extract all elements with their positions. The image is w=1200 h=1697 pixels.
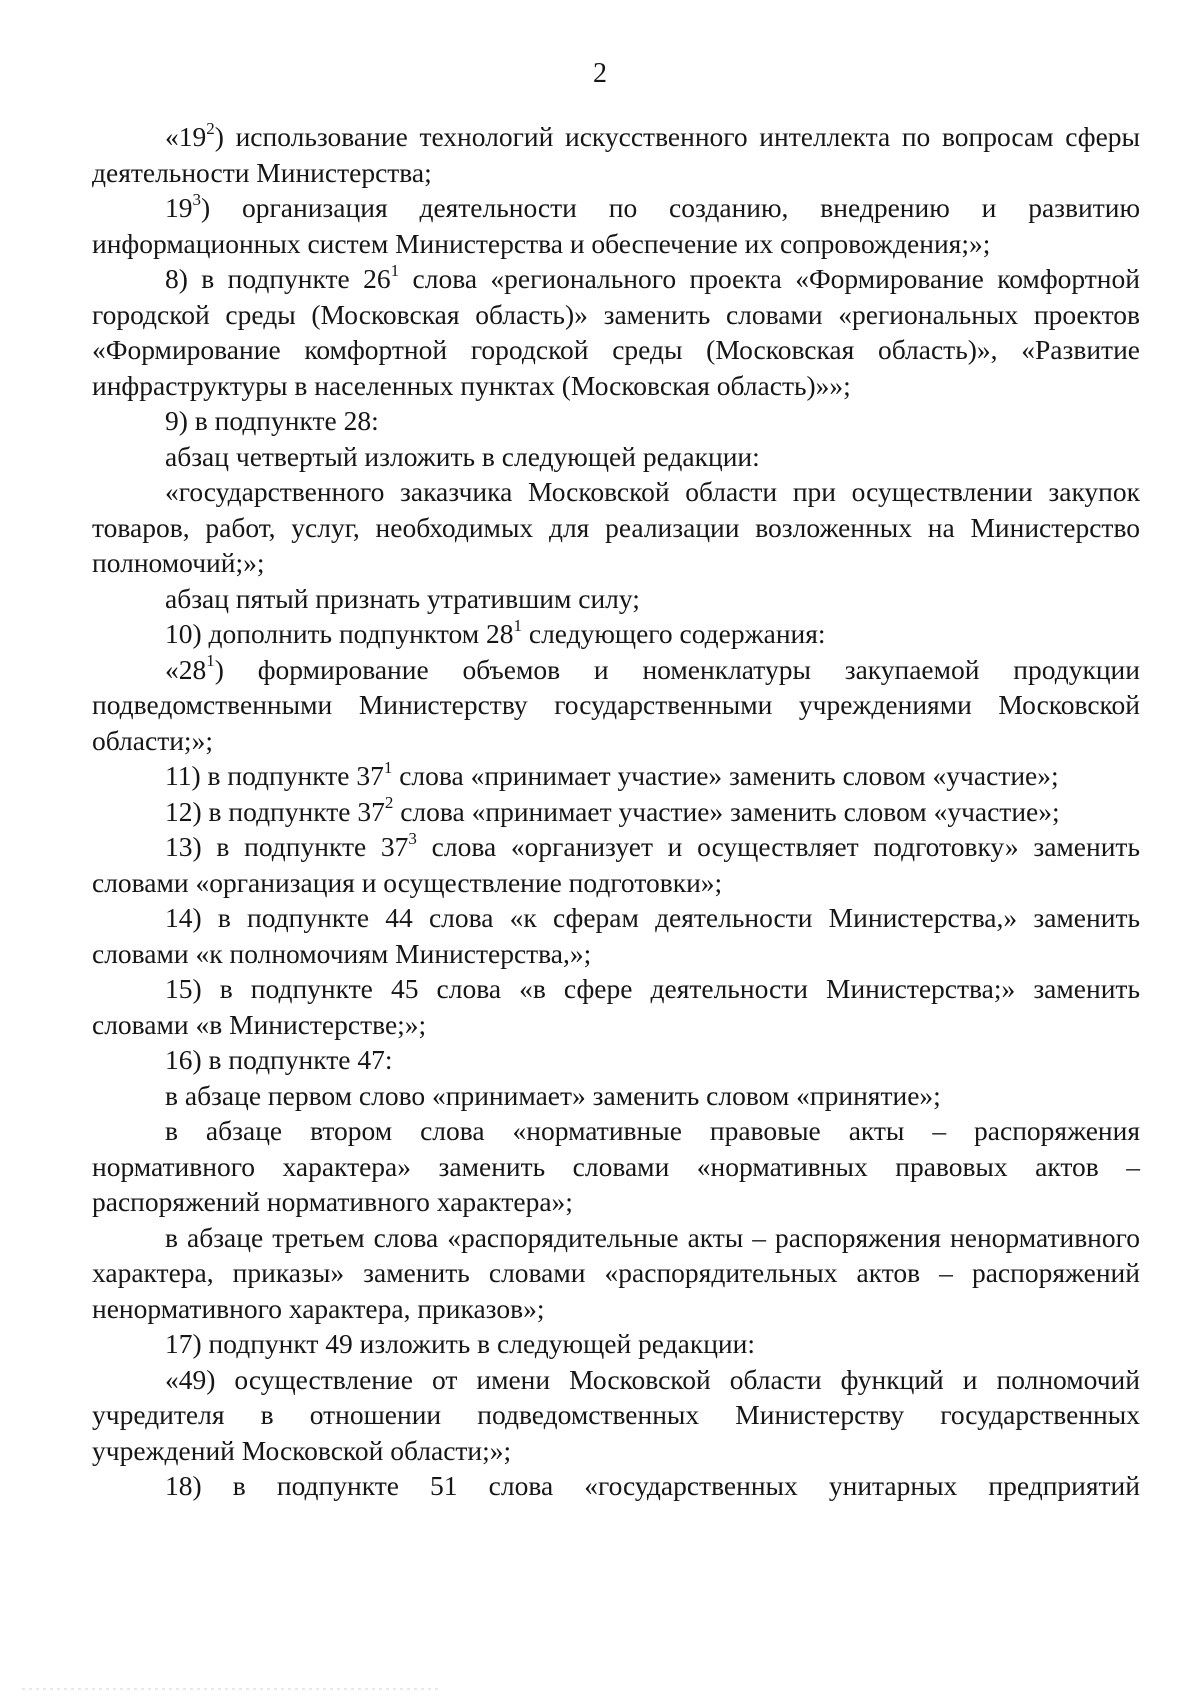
paragraph: 10) дополнить подпунктом $28^1$ следующего содержания: xyxy=(165,615,826,649)
page-number: 2 xyxy=(593,58,607,89)
paragraph: в абзаце втором слова «нормативные правовые акты – распоряжения нормативного характера» заменить словами «нормативных правовых актов – распоряжений нормативного характера»; xyxy=(92,1115,1140,1217)
paragraph: $19^3$) организация деятельности по созданию, внедрению и развитию информационных систем Министерства и обеспечение их сопровождения;»; xyxy=(92,189,1140,259)
paragraph: в абзаце третьем слова «распорядительные акты – распоряжения ненормативного характера, приказы» заменить словами «распорядительных актов – распоряжений ненормативного характера, приказов»; xyxy=(92,1221,1140,1324)
document-body xyxy=(92,119,1140,1504)
paragraph: 17) подпункт 49 изложить в следующей редакции: xyxy=(165,1328,756,1359)
paragraph: 8) в подпункте $26^1$ слова «регионального проекта «Формирование комфортной городской среды (Московская область)» заменить словами «региональных проектов «Формирование комфортной городской среды (Московская область)», «Развитие инфраструктуры в населенных пунктах (Московская область)»»; xyxy=(92,260,1140,401)
paragraph: абзац пятый признать утратившим силу; xyxy=(165,582,640,614)
paragraph: абзац четвертый изложить в следующей редакции: xyxy=(165,440,760,472)
paragraph: 11) в подпункте $37^1$ слова «принимает участие» заменить словом «участие»; xyxy=(165,757,1059,791)
paragraph: 16) в подпункте 47: xyxy=(165,1044,393,1075)
scan-artifact xyxy=(22,1688,442,1690)
paragraph: «государственного заказчика Московской области при осуществлении закупок товаров, работ, услуг, необходимых для реализации возложенных на Министерство полномочий;»; xyxy=(92,476,1140,578)
paragraph: 13) в подпункте $37^3$ слова «организует и осуществляет подготовку» заменить словами «организация и осуществление подготовки»; xyxy=(92,828,1140,898)
paragraph: 12) в подпункте $37^2$ слова «принимает участие» заменить словом «участие»; xyxy=(165,793,1060,827)
paragraph: 9) в подпункте 28: xyxy=(165,405,379,436)
paragraph: «$19^2$) использование технологий искусственного интеллекта по вопросам сферы деятельности Министерства; xyxy=(92,118,1140,188)
paragraph: 15) в подпункте 45 слова «в сфере деятельности Министерства;» заменить словами «в Министерстве;»; xyxy=(92,973,1140,1040)
paragraph: в абзаце первом слово «принимает» заменить словом «принятие»; xyxy=(165,1079,941,1111)
paragraph: «$28^1$) формирование объемов и номенклатуры закупаемой продукции подведомственными Министерству государственными учреждениями Московской области;»; xyxy=(92,651,1140,756)
paragraph: 18) в подпункте 51 слова «государственных унитарных предприятий xyxy=(165,1470,1140,1501)
paragraph: «49) осуществление от имени Московской области функций и полномочий учредителя в отношении подведомственных Министерству государственных учреждений Московской области;»; xyxy=(92,1363,1140,1466)
paragraph: 14) в подпункте 44 слова «к сферам деятельности Министерства,» заменить словами «к полномочиям Министерства,»; xyxy=(92,902,1140,969)
